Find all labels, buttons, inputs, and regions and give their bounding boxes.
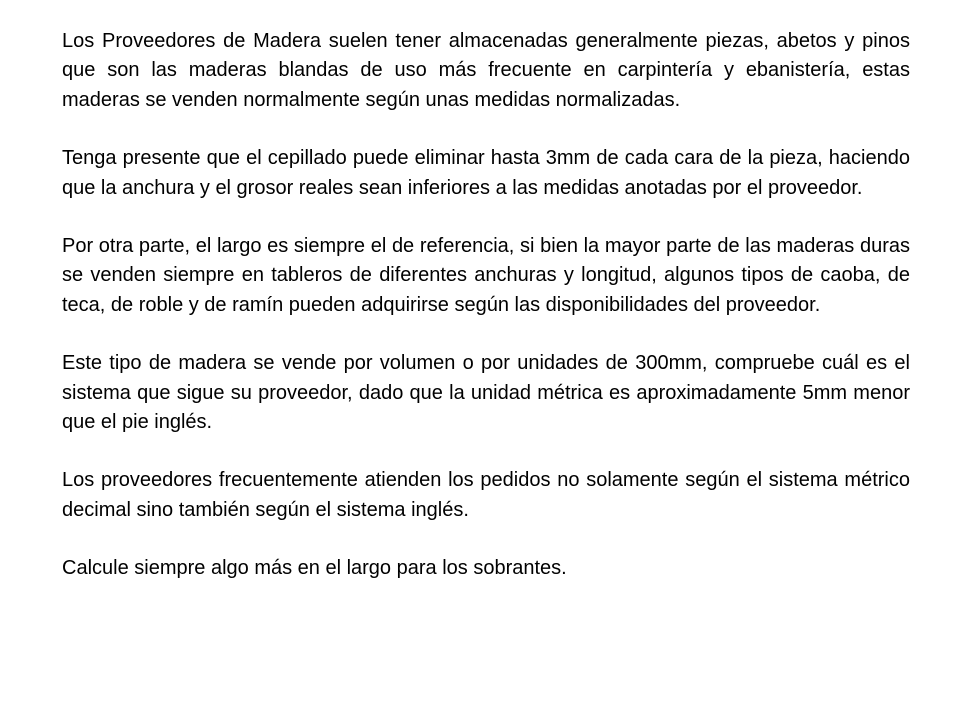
paragraph-sistema-metrico: Los proveedores frecuentemente atienden los pedidos no solamente según el sistema métrico decimal sino también según el sistema inglés.: [62, 469, 910, 521]
paragraph-largo-referencia: Por otra parte, el largo es siempre el de referencia, si bien la mayor parte de las maderas duras se venden siempre en tableros de diferentes anchuras y longitud, algunos tipos de caoba, de teca, de roble y de ramín pueden adquirirse según las disponibilidades del proveedor.: [62, 235, 910, 316]
paragraph-sobrantes: Calcule siempre algo más en el largo para los sobrantes.: [62, 557, 567, 580]
paragraph-proveedores: Los Proveedores de Madera suelen tener almacenadas generalmente piezas, abetos y pinos que son las maderas blandas de uso más frecuente en carpintería y ebanistería, estas maderas se venden normalmente según unas medidas normalizadas.: [62, 30, 910, 111]
paragraph-cepillado: Tenga presente que el cepillado puede eliminar hasta 3mm de cada cara de la pieza, haciendo que la anchura y el grosor reales sean inferiores a las medidas anotadas por el proveedor.: [62, 147, 910, 199]
document-body: [62, 27, 910, 584]
paragraph-volumen: Este tipo de madera se vende por volumen o por unidades de 300mm, compruebe cuál es el sistema que sigue su proveedor, dado que la unidad métrica es aproximadamente 5mm menor que el pie inglés.: [62, 352, 910, 434]
